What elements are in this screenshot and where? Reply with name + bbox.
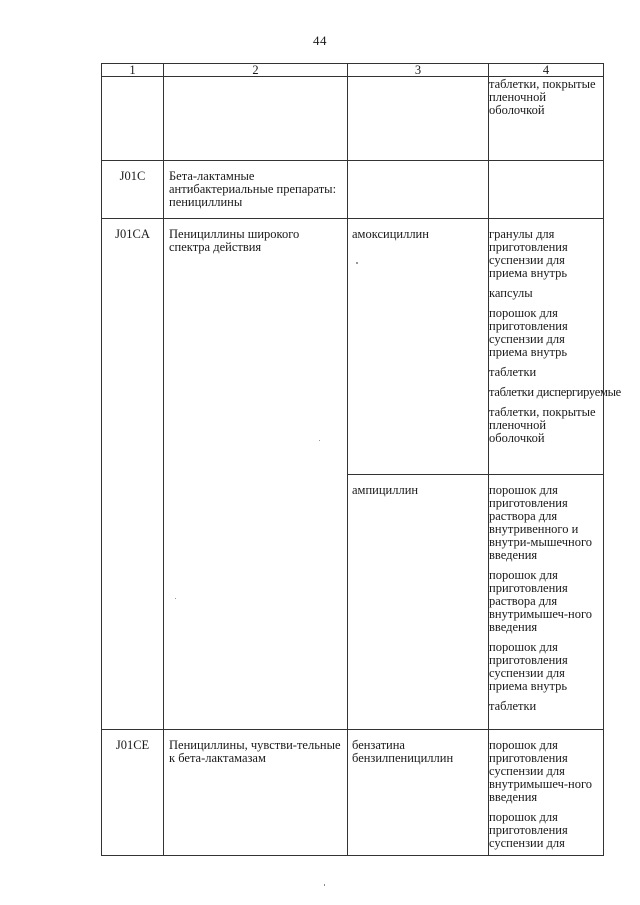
- dosage-form: порошок для приготовления суспензии для приема внутрь: [489, 640, 568, 693]
- dosage-form: гранулы для приготовления суспензии для приема внутрь: [489, 227, 568, 280]
- scan-speck: [319, 440, 320, 441]
- drug-cell: [348, 161, 489, 219]
- forms-cell: [489, 77, 604, 161]
- dosage-form: таблетки, покрытые пленочной оболочкой: [489, 405, 596, 445]
- page-number: 44: [313, 33, 327, 48]
- dosage-form: порошок для приготовления раствора для внутримышеч-ного введения: [489, 568, 593, 634]
- group-cell: Пенициллины, чувстви-тельные к бета-лактамазам: [164, 730, 348, 856]
- drug-cell: [348, 77, 489, 161]
- table-row-continuation: [102, 77, 604, 161]
- scan-speck: [175, 598, 176, 599]
- table-row-j01c: [102, 161, 604, 219]
- dosage-form: капсулы: [489, 286, 533, 300]
- scan-speck: [356, 262, 358, 264]
- forms-cell: [489, 161, 604, 219]
- table-row-j01ca-amoxicillin: [102, 219, 604, 475]
- dosage-form: таблетки: [489, 699, 537, 713]
- code-cell: [102, 77, 164, 161]
- group-cell: Бета-лактамные антибактериальные препараты: пенициллины: [164, 161, 348, 219]
- column-header-3: 3: [348, 64, 489, 77]
- dosage-form: порошок для приготовления раствора для внутривенного и внутри-мышечного введения: [489, 483, 593, 562]
- forms-cell: [489, 475, 604, 730]
- code-cell: J01CE: [102, 730, 164, 856]
- group-cell: [164, 77, 348, 161]
- table-header-row: [102, 64, 604, 77]
- drug-cell: амоксициллин: [348, 219, 489, 475]
- dosage-form: таблетки, покрытые пленочной оболочкой: [489, 77, 596, 117]
- drug-cell: ампициллин: [348, 475, 489, 730]
- column-header-2: 2: [164, 64, 348, 77]
- dosage-form: порошок для приготовления суспензии для внутримышеч-ного введения: [489, 738, 593, 804]
- dosage-form: таблетки диспергируемые: [489, 385, 621, 399]
- forms-cell: [489, 219, 621, 475]
- forms-cell: [489, 730, 604, 856]
- dosage-form: таблетки: [489, 365, 537, 379]
- code-cell: J01CA: [102, 219, 164, 730]
- drug-cell: бензатина бензилпенициллин: [348, 730, 489, 856]
- column-header-4: 4: [489, 64, 604, 77]
- group-cell: Пенициллины широкого спектра действия: [164, 219, 348, 730]
- code-cell: J01C: [102, 161, 164, 219]
- dosage-form: порошок для приготовления суспензии для приема внутрь: [489, 306, 568, 359]
- drug-table: [101, 63, 621, 856]
- dosage-form: порошок для приготовления суспензии для: [489, 810, 568, 850]
- column-header-1: 1: [102, 64, 164, 77]
- table-row-j01ce: [102, 730, 604, 856]
- scan-speck: [324, 884, 325, 886]
